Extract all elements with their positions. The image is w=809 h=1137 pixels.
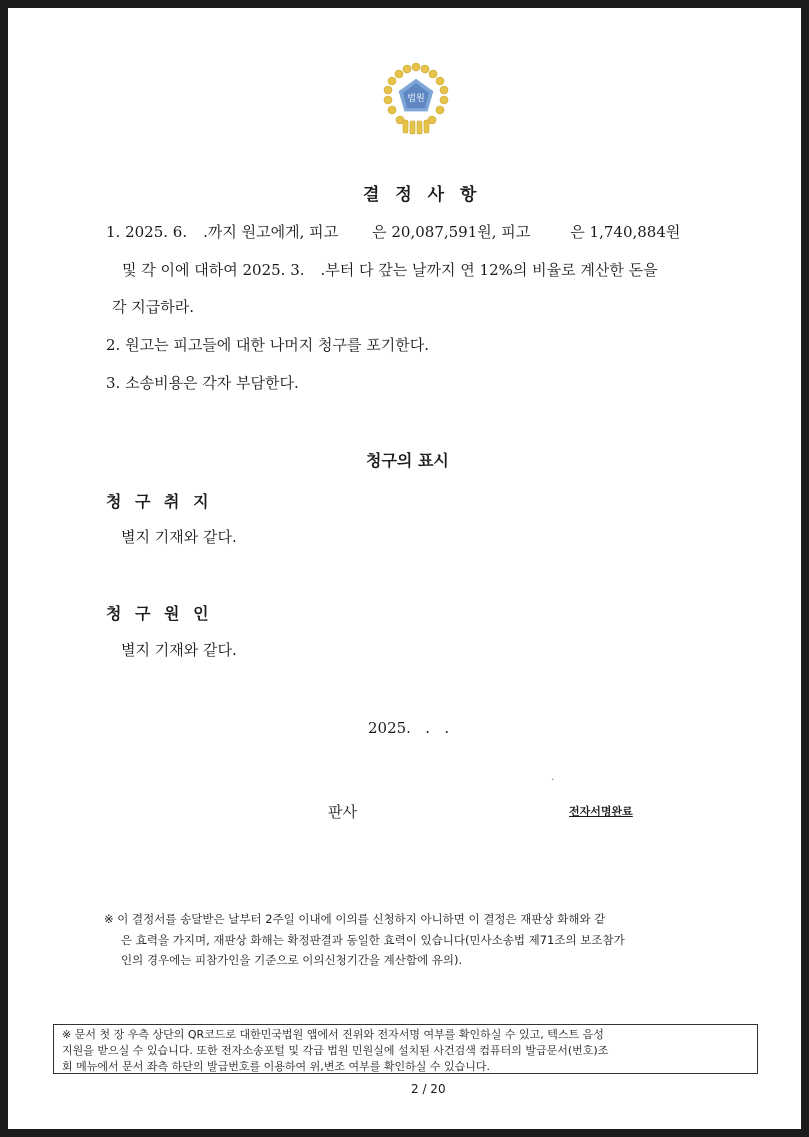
- document-page: [8, 8, 801, 1129]
- signature-dot: .: [551, 772, 555, 783]
- item1-line2-b: .부터 다 갚는 날까지 연 12%의 비율로 계산한 돈을: [320, 261, 658, 279]
- decision-item1-line1: [106, 221, 680, 242]
- item2-text: 원고는 피고들에 대한 나머지 청구를 포기한다.: [125, 336, 430, 354]
- court-emblem-icon: [378, 60, 454, 136]
- decision-item1-line3: 각 지급하라.: [112, 298, 194, 316]
- claim-cause-heading: 청 구 원 인: [106, 604, 213, 623]
- decision-item1-line2: [122, 259, 658, 280]
- footer-line3: 회 메뉴에서 문서 좌측 하단의 발급번호를 이용하여 위,변조 여부를 확인하실 수 있습니다.: [62, 1060, 490, 1073]
- page-number: 2 / 20: [411, 1082, 446, 1096]
- notice-line3: 인의 경우에는 피참가인을 기준으로 이의신청기간을 계산함에 유의).: [121, 953, 463, 967]
- item1-text-b: 은 20,087,591원, 피고: [372, 223, 531, 241]
- e-signature-completed: 전자서명완료: [569, 805, 633, 818]
- claim-purpose-text: 별지 기재와 같다.: [121, 528, 237, 546]
- footer-line1: ※ 문서 첫 장 우측 상단의 QR코드로 대한민국법원 앱에서 진위와 전자서명 여부를 확인하실 수 있고, 텍스트 음성: [62, 1028, 604, 1041]
- decision-item2: [106, 334, 429, 355]
- footer-line2: 지원을 받으실 수 있습니다. 또한 전자소송포털 및 각급 법원 민원실에 설치된 사건검색 컴퓨터의 발급문서(번호)조: [62, 1044, 609, 1057]
- emblem-text: 법원: [407, 94, 425, 104]
- item1-line2-a: 및 각 이에 대하여 2025. 3.: [122, 261, 305, 279]
- claim-purpose-heading: 청 구 취 지: [106, 492, 213, 511]
- item1-number: 1.: [106, 223, 121, 241]
- item3-number: 3.: [106, 374, 121, 392]
- claims-title: 청구의 표시: [366, 451, 449, 470]
- verification-footer-box: [53, 1024, 758, 1074]
- item1-text-a: .까지 원고에게, 피고: [203, 223, 339, 241]
- judge-label: 판사: [328, 803, 357, 821]
- notice-line2: 은 효력을 가지며, 재판상 화해는 확정판결과 동일한 효력이 있습니다(민사소송법 제71조의 보조참가: [121, 933, 625, 947]
- item1-date: 2025. 6.: [125, 223, 188, 241]
- decision-date: 2025. . .: [368, 719, 450, 737]
- decision-title: 결 정 사 항: [363, 185, 482, 205]
- item3-text: 소송비용은 각자 부담한다.: [125, 374, 299, 392]
- notice-line1: ※ 이 결정서를 송달받은 날부터 2주일 이내에 이의를 신청하지 아니하면 이 결정은 재판상 화해와 같: [104, 912, 606, 926]
- decision-item3: [106, 372, 299, 393]
- claim-cause-text: 별지 기재와 같다.: [121, 641, 237, 659]
- item2-number: 2.: [106, 336, 121, 354]
- item1-text-c: 은 1,740,884원: [570, 223, 681, 241]
